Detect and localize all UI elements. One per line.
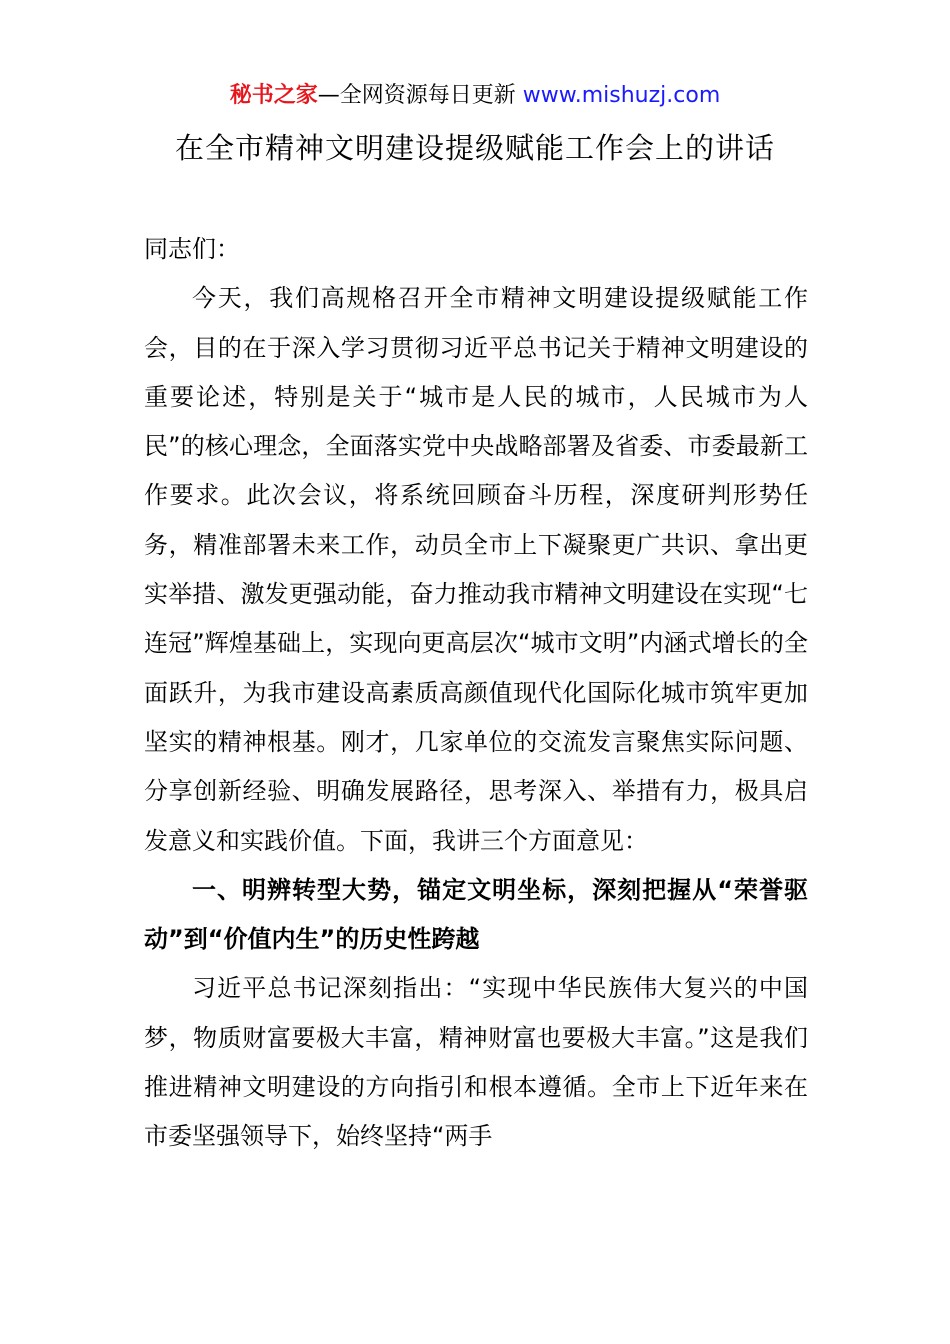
site-url-link[interactable]: www.mishuzj.com <box>522 83 721 108</box>
paragraph-section-1: 习近平总书记深刻指出：“实现中华民族伟大复兴的中国梦，物质财富要极大丰富，精神财富也要极大丰富。”这是我们推进精神文明建设的方向指引和根本遵循。全市上下近年来在市委坚强领导下，始终坚持“两手 <box>144 974 808 1151</box>
brand-name: 秘书之家 <box>229 83 318 108</box>
salutation: 同志们： <box>144 235 240 263</box>
paragraph-intro: 今天，我们高规格召开全市精神文明建设提级赋能工作会，目的在于深入学习贯彻习近平总书记关于精神文明建设的重要论述，特别是关于“城市是人民的城市，人民城市为人民”的核心理念，全面落实党中央战略部署及省委、市委最新工作要求。此次会议，将系统回顾奋斗历程，深度研判形势任务，精准部署未来工作，动员全市上下凝聚更广共识、拿出更实举措、激发更强动能，奋力推动我市精神文明建设在实现“七连冠”辉煌基础上，实现向更高层次“城市文明”内涵式增长的全面跃升，为我市建设高素质高颜值现代化国际化城市筑牢更加坚实的精神根基。刚才，几家单位的交流发言聚焦实际问题、分享创新经验、明确发展路径，思考深入、举措有力，极具启发意义和实践价值。下面，我讲三个方面意见： <box>144 284 808 855</box>
document-title: 在全市精神文明建设提级赋能工作会上的讲话 <box>174 131 775 165</box>
document-body <box>144 225 808 1162</box>
site-header <box>0 80 950 112</box>
header-tagline: —全网资源每日更新 <box>317 83 516 108</box>
section-heading-1: 一、明辨转型大势，锚定文明坐标，深刻把握从“荣誉驱动”到“价值内生”的历史性跨越 <box>144 875 808 954</box>
